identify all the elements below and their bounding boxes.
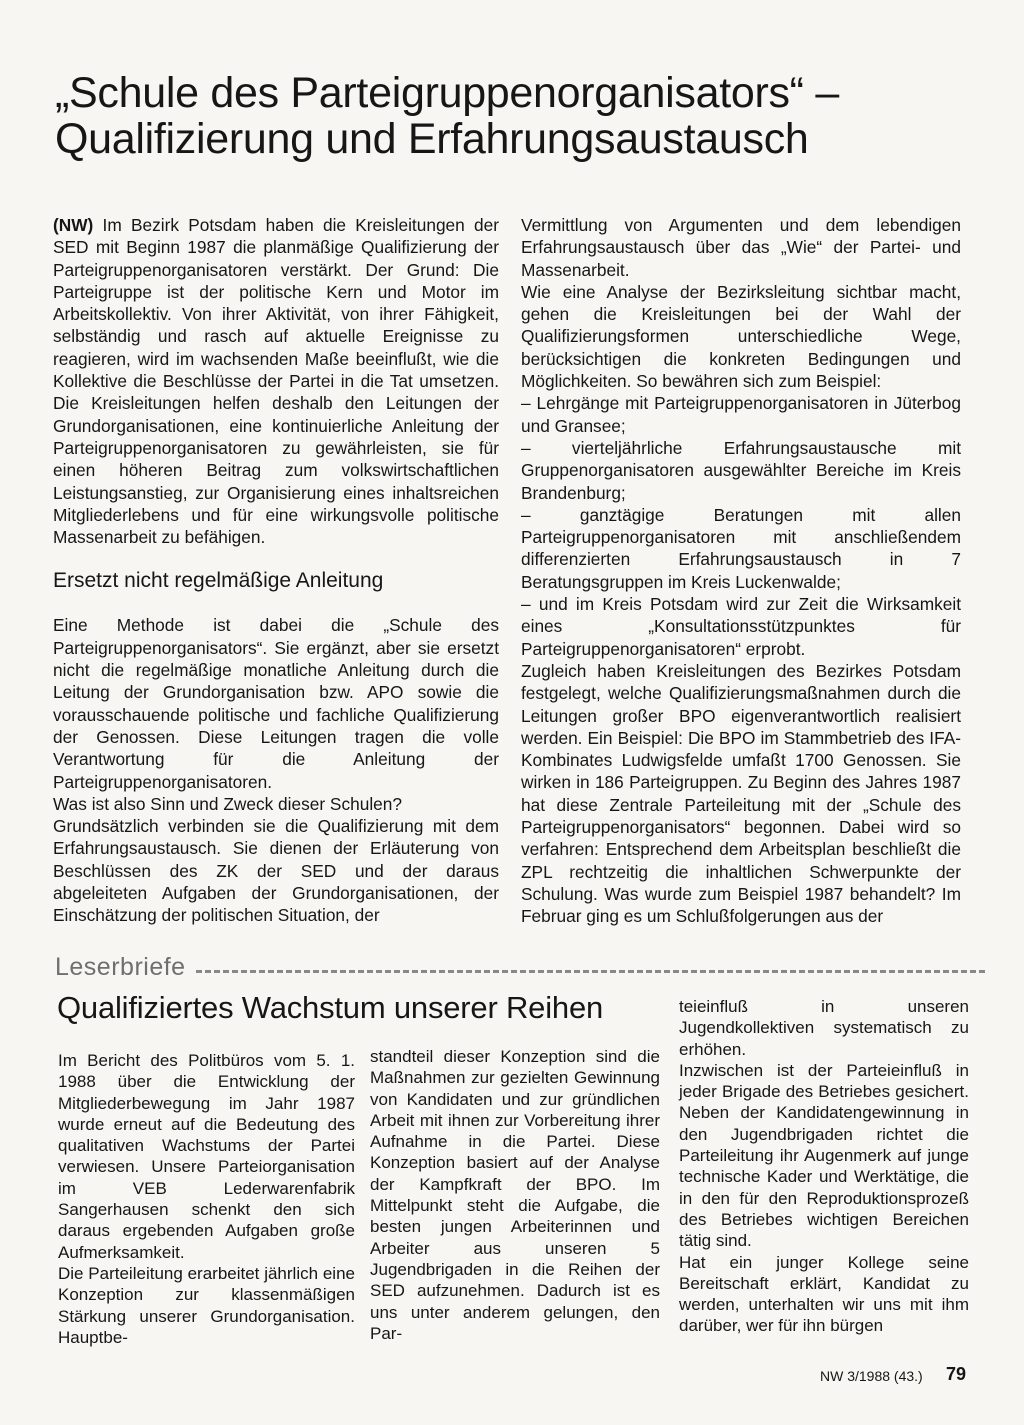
list-item: – Lehrgänge mit Parteigruppenorganisatoren in Jüterbog und Gransee; (521, 393, 961, 436)
article-paragraph: Eine Methode ist dabei die „Schule des Parteigruppenorganisators“. Sie ergänzt, aber sie ersetzt nicht die regelmäßige monatliche Anleitung durch die Leitung der Grundorganisation bzw. APO sowie die vorausschauende politische und fachliche Qualifizierung der Genossen. Diese Leitungen tragen die volle Verantwortung für die Anleitung der Parteigruppenorganisatoren. (53, 615, 499, 792)
issue-reference: NW 3/1988 (43.) (820, 1368, 923, 1384)
section-label: Leserbriefe (55, 952, 186, 981)
article-paragraph: Grundsätzlich verbinden sie die Qualifizierung mit dem Erfahrungsaustausch. Sie dienen der Erläuterung von Beschlüssen des ZK der SED und der daraus abgeleiteten Aufgaben der Grundorganisationen, der Einschätzung der politischen Situation, der (53, 816, 499, 926)
article-paragraph: Wie eine Analyse der Bezirksleitung sichtbar macht, gehen die Kreisleitungen bei der Wahl der Qualifizierungsformen unterschiedliche Wege, berücksichtigen die konkreten Bedingungen und Möglichkeiten. So bewähren sich zum Beispiel: (521, 281, 961, 392)
article-question: Was ist also Sinn und Zweck dieser Schulen? (53, 793, 402, 814)
letter-paragraph: Die Parteileitung erarbeitet jährlich eine Konzeption zur klassenmäßigen Stärkung unserer Grundorganisation. Hauptbe- (58, 1263, 355, 1347)
letter-paragraph: teieinfluß in unseren Jugendkollektiven systematisch zu erhöhen. (679, 997, 969, 1059)
article-paragraph: Zugleich haben Kreisleitungen des Bezirkes Potsdam festgelegt, welche Qualifizierungsmaßnahmen durch die Leitungen großer BPO eigenverantwortlich realisiert werden. Ein Beispiel: Die BPO im Stammbetrieb des IFA-Kombinates Ludwigsfelde umfaßt 1700 Genossen. Sie wirken in 186 Parteigruppen. Zu Beginn des Jahres 1987 hat diese Zentrale Parteileitung mit der „Schule des Parteigruppenorganisators“ begonnen. Dabei wird so verfahren: Entsprechend dem Arbeitsplan beschließt die ZPL rechtzeitig die inhaltlichen Schwerpunkte der Schulung. Was wurde zum Beispiel 1987 behandelt? Im Februar ging es um Schlußfolgerungen aus der (521, 660, 961, 927)
article-subheading: Ersetzt nicht regelmäßige Anleitung (53, 569, 384, 593)
letter-column-3 (679, 996, 969, 1337)
intro-text: Im Bezirk Potsdam haben die Kreisleitungen der SED mit Beginn 1987 die planmäßige Qualifizierung der Parteigruppenorganisatoren verstärkt. Der Grund: Die Parteigruppe ist der politische Kern und Motor im Arbeitskollektiv. Von ihrer Aktivität, von ihrer Fähigkeit, selbständig und rasch auf aktuelle Ereignisse zu reagieren, wird im wachsenden Maße beeinflußt, wie die Kollektive die Beschlüsse der Partei in die Tat umsetzen. Die Kreisleitungen helfen deshalb den Leitungen der Grundorganisationen, eine kontinuierliche Anleitung der Parteigruppenorganisatoren zu gewährleisten, sie für einen höheren Beitrag zum volkswirtschaftlichen Leistungsanstieg, zur Organisierung eines inhaltsreichen Mitgliederlebens und für eine wirkungsvolle politische Massenarbeit zu befähigen. (53, 215, 499, 548)
section-header (55, 950, 985, 984)
article-paragraph: Vermittlung von Argumenten und dem lebendigen Erfahrungsaustausch über das „Wie“ der Partei- und Massenarbeit. (521, 215, 961, 280)
article-column-2 (521, 214, 961, 928)
article-column-1 (53, 214, 499, 927)
page-number: 79 (946, 1364, 967, 1384)
letter-title: Qualifiziertes Wachstum unserer Reihen (57, 990, 604, 1025)
list-item: – und im Kreis Potsdam wird zur Zeit die Wirksamkeit eines „Konsultationsstützpunktes für Parteigruppenorganisatoren“ erprobt. (521, 594, 961, 659)
list-item: – vierteljährliche Erfahrungsaustausche mit Gruppenorganisatoren ausgewählter Bereiche im Kreis Brandenburg; (521, 437, 961, 503)
letter-paragraph: Inzwischen ist der Parteieinfluß in jeder Brigade des Betriebes gesichert. Neben der Kandidatengewinnung in den Jugendbrigaden richtet die Parteileitung ihr Augenmerk auf junge technische Kader und Werktätige, die in den für den Reproduktionsprozeß des Betriebes wichtigen Bereichen tätig sind. (679, 1060, 969, 1251)
letter-column-2 (370, 1046, 660, 1344)
article-intro (53, 214, 499, 548)
letter-paragraph: Im Bericht des Politbüros vom 5. 1. 1988 über die Entwicklung der Mitgliederbewegung im Jahr 1987 wurde erneut auf die Bedeutung des qualitativen Wachstums der Partei verwiesen. Unsere Parteiorganisation im VEB Lederwarenfabrik Sangerhausen schenkt den sich daraus ergebenden Aufgaben große Aufmerksamkeit. (58, 1051, 355, 1262)
letter-paragraph: Hat ein junger Kollege seine Bereitschaft erklärt, Kandidat zu werden, unterhalten wir uns mit ihm darüber, wer für ihn bürgen (679, 1252, 969, 1336)
letter-paragraph: standteil dieser Konzeption sind die Maßnahmen zur gezielten Gewinnung von Kandidaten und zur gründlichen Arbeit mit ihnen zur Vorbereitung ihrer Aufnahme in die Partei. Diese Konzeption basiert auf der Analyse der Kampfkraft der BPO. Im Mittelpunkt steht die Aufgabe, die besten jungen Arbeiterinnen und Arbeiter aus unseren 5 Jugendbrigaden in die Reihen der SED aufzunehmen. Dadurch ist es uns unter anderem gelungen, den Par- (370, 1047, 660, 1343)
source-tag: (NW) (53, 215, 94, 235)
article-title: „Schule des Parteigruppenorganisators“ – Qualifizierung und Erfahrungsaustausch (55, 69, 839, 163)
list-item: – ganztägige Beratungen mit allen Parteigruppenorganisatoren mit anschließendem differenzierten Erfahrungsaustausch in 7 Beratungsgruppen im Kreis Luckenwalde; (521, 504, 961, 592)
section-divider (196, 970, 985, 973)
letter-column-1 (58, 1050, 355, 1348)
